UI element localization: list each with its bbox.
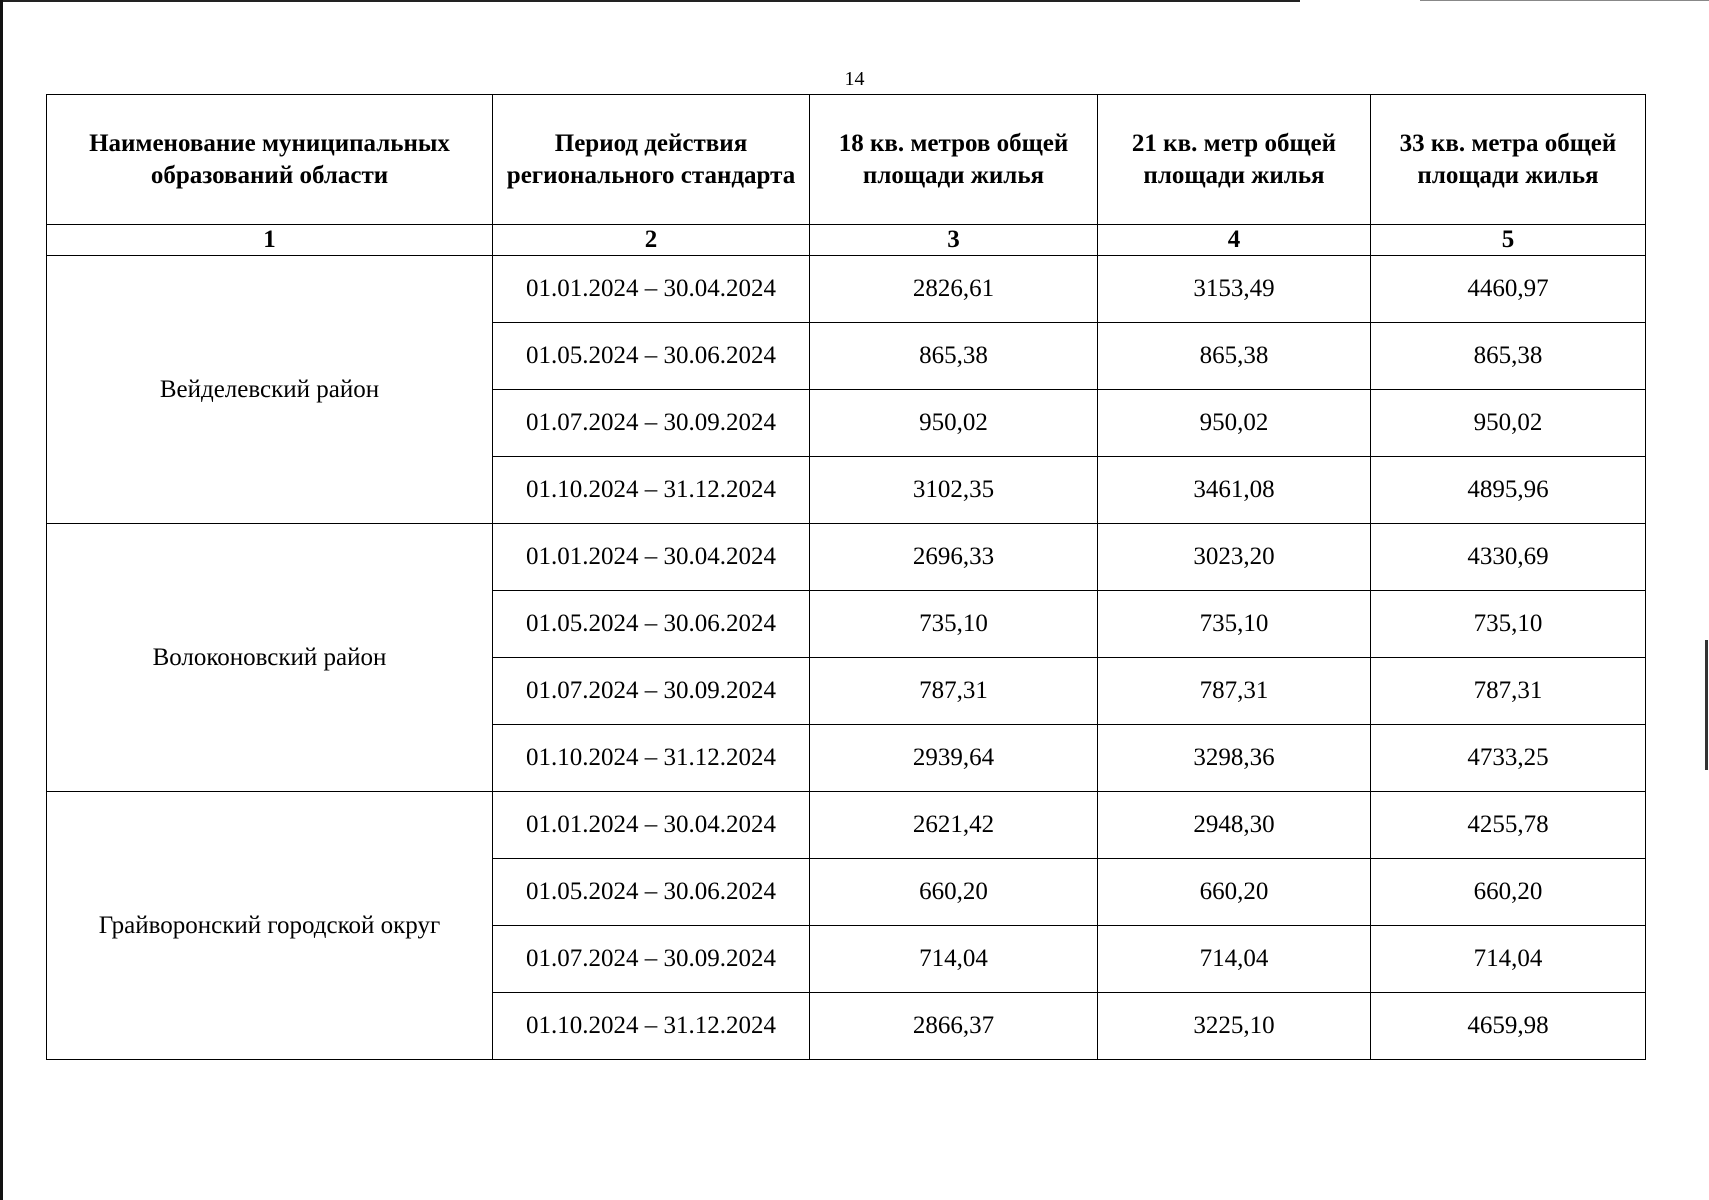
value-18-sqm: 2939,64 (810, 725, 1098, 792)
period-cell: 01.10.2024 – 31.12.2024 (493, 457, 810, 524)
period-cell: 01.05.2024 – 30.06.2024 (493, 323, 810, 390)
value-21-sqm: 950,02 (1098, 390, 1371, 457)
value-18-sqm: 865,38 (810, 323, 1098, 390)
value-21-sqm: 787,31 (1098, 658, 1371, 725)
value-33-sqm: 4460,97 (1371, 256, 1646, 323)
municipality-name: Вейделевский район (47, 256, 493, 524)
table-row (47, 524, 1646, 591)
value-21-sqm: 3153,49 (1098, 256, 1371, 323)
period-cell: 01.01.2024 – 30.04.2024 (493, 524, 810, 591)
value-21-sqm: 3225,10 (1098, 993, 1371, 1060)
period-cell: 01.10.2024 – 31.12.2024 (493, 993, 810, 1060)
header-period: Период действия регионального стандарта (493, 95, 810, 225)
value-21-sqm: 2948,30 (1098, 792, 1371, 859)
scan-edge-left (0, 0, 3, 1200)
period-cell: 01.01.2024 – 30.04.2024 (493, 792, 810, 859)
value-21-sqm: 735,10 (1098, 591, 1371, 658)
value-18-sqm: 2696,33 (810, 524, 1098, 591)
value-18-sqm: 3102,35 (810, 457, 1098, 524)
column-number: 2 (493, 225, 810, 256)
value-33-sqm: 950,02 (1371, 390, 1646, 457)
value-21-sqm: 3461,08 (1098, 457, 1371, 524)
column-number: 3 (810, 225, 1098, 256)
period-cell: 01.05.2024 – 30.06.2024 (493, 859, 810, 926)
column-number: 5 (1371, 225, 1646, 256)
value-33-sqm: 4330,69 (1371, 524, 1646, 591)
housing-standard-table (46, 94, 1646, 1060)
scan-edge-top-right (1420, 0, 1709, 1)
header-33-sqm: 33 кв. метра общей площади жилья (1371, 95, 1646, 225)
value-33-sqm: 714,04 (1371, 926, 1646, 993)
value-33-sqm: 660,20 (1371, 859, 1646, 926)
column-number-row (47, 225, 1646, 256)
period-cell: 01.01.2024 – 30.04.2024 (493, 256, 810, 323)
period-cell: 01.05.2024 – 30.06.2024 (493, 591, 810, 658)
scan-edge-top (0, 0, 1300, 2)
period-cell: 01.07.2024 – 30.09.2024 (493, 390, 810, 457)
table-row (47, 256, 1646, 323)
value-21-sqm: 3298,36 (1098, 725, 1371, 792)
value-33-sqm: 4733,25 (1371, 725, 1646, 792)
column-number: 1 (47, 225, 493, 256)
page-number: 14 (844, 68, 865, 90)
value-18-sqm: 2621,42 (810, 792, 1098, 859)
scan-edge-right (1705, 640, 1708, 770)
value-21-sqm: 3023,20 (1098, 524, 1371, 591)
column-number: 4 (1098, 225, 1371, 256)
header-row (47, 95, 1646, 225)
period-cell: 01.07.2024 – 30.09.2024 (493, 926, 810, 993)
period-cell: 01.10.2024 – 31.12.2024 (493, 725, 810, 792)
value-21-sqm: 714,04 (1098, 926, 1371, 993)
value-33-sqm: 4255,78 (1371, 792, 1646, 859)
value-18-sqm: 2826,61 (810, 256, 1098, 323)
value-33-sqm: 735,10 (1371, 591, 1646, 658)
value-33-sqm: 4659,98 (1371, 993, 1646, 1060)
value-18-sqm: 787,31 (810, 658, 1098, 725)
value-18-sqm: 660,20 (810, 859, 1098, 926)
header-municipality: Наименование муниципальных образований области (47, 95, 493, 225)
value-18-sqm: 735,10 (810, 591, 1098, 658)
value-21-sqm: 660,20 (1098, 859, 1371, 926)
municipality-name: Грайворонский городской округ (47, 792, 493, 1060)
value-33-sqm: 4895,96 (1371, 457, 1646, 524)
value-21-sqm: 865,38 (1098, 323, 1371, 390)
period-cell: 01.07.2024 – 30.09.2024 (493, 658, 810, 725)
table-row (47, 792, 1646, 859)
value-18-sqm: 2866,37 (810, 993, 1098, 1060)
header-21-sqm: 21 кв. метр общей площади жилья (1098, 95, 1371, 225)
value-18-sqm: 950,02 (810, 390, 1098, 457)
value-18-sqm: 714,04 (810, 926, 1098, 993)
header-18-sqm: 18 кв. метров общей площади жилья (810, 95, 1098, 225)
value-33-sqm: 787,31 (1371, 658, 1646, 725)
value-33-sqm: 865,38 (1371, 323, 1646, 390)
municipality-name: Волоконовский район (47, 524, 493, 792)
